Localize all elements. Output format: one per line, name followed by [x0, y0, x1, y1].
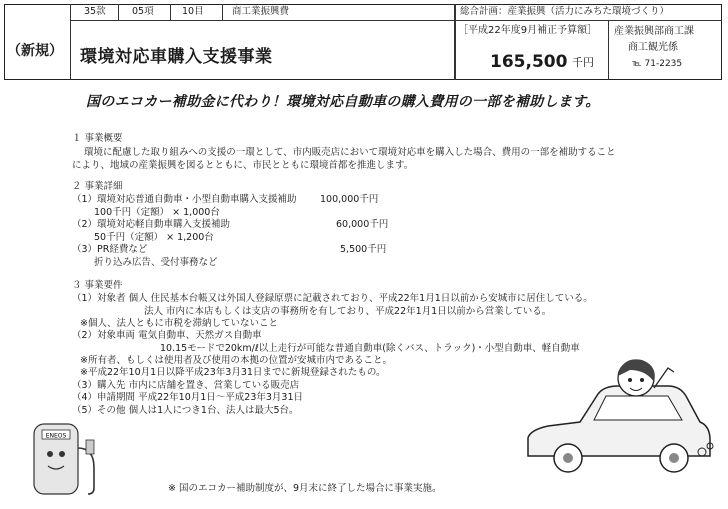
detail-item-2-amount: 60,000千円: [336, 219, 389, 230]
req-1b: 法人 市内に本店もしくは支店の事務所を有しており、平成22年1月1日以前から営業している。: [144, 306, 552, 317]
req-2b: 10.15モードで20km/ℓ以上走行が可能な普通自動車(除くバス、トラック)・小型自動車、軽自動車: [160, 343, 580, 354]
req-1c: ※個人、法人ともに市税を滞納していないこと: [80, 318, 278, 329]
header-divider: [70, 20, 454, 21]
detail-item-2-sub: 50千円（定額） × 1,200台: [94, 232, 214, 243]
detail-item-1-sub: 100千円（定額） × 1,000台: [94, 207, 220, 218]
detail-item-3-amount: 5,500千円: [340, 244, 387, 255]
req-5: （5）その他 個人は1人につき1台、法人は最大5台。: [72, 405, 299, 416]
overview-heading: １ 事業概要: [72, 133, 123, 144]
req-2d: ※平成22年10月1日以降平成23年3月31日までに新規登録されたもの。: [80, 367, 386, 378]
requirements-heading: ３ 事業要件: [72, 280, 123, 291]
header-divider: [170, 4, 171, 20]
req-2c: ※所有者、もしくは使用者及び使用の本拠の位置が安城市内であること。: [80, 355, 392, 366]
overview-line2: により、地域の産業振興を図るとともに、市民とともに環境首都を推進します。: [72, 160, 414, 171]
header-divider: [118, 4, 119, 20]
header-divider: [70, 4, 71, 80]
header-divider: [454, 4, 456, 80]
req-4: （4）申請期間 平成22年10月1日～平成23年3月31日: [72, 392, 304, 403]
car-illustration: [518, 356, 718, 496]
dept-expense: 商工業振興費: [232, 6, 290, 17]
header-divider: [454, 20, 722, 21]
driver-eye: [628, 378, 632, 382]
pump-nozzle: [86, 440, 94, 454]
overview-line1: 環境に配慮した取り組みへの支援の一環として、市内販売店において環境対応車を購入した場合、費用の一部を補助すること: [84, 147, 616, 158]
dept-name: 産業振興部商工課: [614, 26, 694, 37]
car-wheel-hub: [669, 453, 679, 463]
detail-item-2: （2）環境対応軽自動車購入支援補助: [72, 219, 231, 230]
fuel-pump-illustration: [28, 418, 120, 498]
header-divider: [222, 4, 223, 20]
budget-label: ［平成22年度9月補正予算額］: [458, 25, 598, 36]
footnote: ※ 国のエコカー補助制度が、9月末に終了した場合に事業実施。: [168, 483, 442, 494]
tel: ℡ 71-2235: [632, 59, 683, 69]
pump-eye: [59, 451, 65, 457]
pump-eye: [47, 451, 53, 457]
req-1: （1）対象者 個人 住民基本台帳又は外国人登録原票に記載されており、平成22年1月1日以前から安城市に居住している。: [72, 293, 593, 304]
detail-item-3: （3）PR経費など: [72, 244, 148, 255]
pump-hose: [78, 448, 94, 494]
car-wheel-hub: [563, 453, 573, 463]
code-kan: 35款: [84, 6, 106, 17]
driver-eye: [640, 378, 644, 382]
car-window: [594, 396, 682, 420]
pump-label: ENEOS: [45, 432, 67, 440]
detail-item-1: （1）環境対応普通自動車・小型自動車購入支援補助: [72, 194, 297, 205]
details-heading: ２ 事業詳細: [72, 181, 123, 192]
driver-arm: [654, 368, 674, 388]
new-tag: （新規）: [7, 43, 63, 59]
page-title: 環境対応車購入支援事業: [80, 47, 273, 67]
banner-headline: 国のエコカー補助金に代わり！環境対応自動車の購入費用の一部を補助します。: [86, 94, 600, 110]
req-2: （2）対象車両 電気自動車、天然ガス自動車: [72, 330, 262, 341]
detail-item-3-sub: 折り込み広告、受付事務など: [94, 257, 218, 268]
budget-amount: 165,500: [490, 52, 568, 72]
plan-label: 総合計画：産業振興（活力にみちた環境づくり）: [460, 6, 670, 17]
code-kou: 05項: [132, 6, 154, 17]
req-3: （3）購入先 市内に店舗を置き、営業している販売店: [72, 380, 300, 391]
budget-unit: 千円: [572, 56, 594, 69]
header-divider: [608, 20, 609, 80]
section-name: 商工観光係: [628, 42, 678, 53]
detail-item-1-amount: 100,000千円: [320, 194, 379, 205]
code-moku: 10目: [182, 6, 204, 17]
